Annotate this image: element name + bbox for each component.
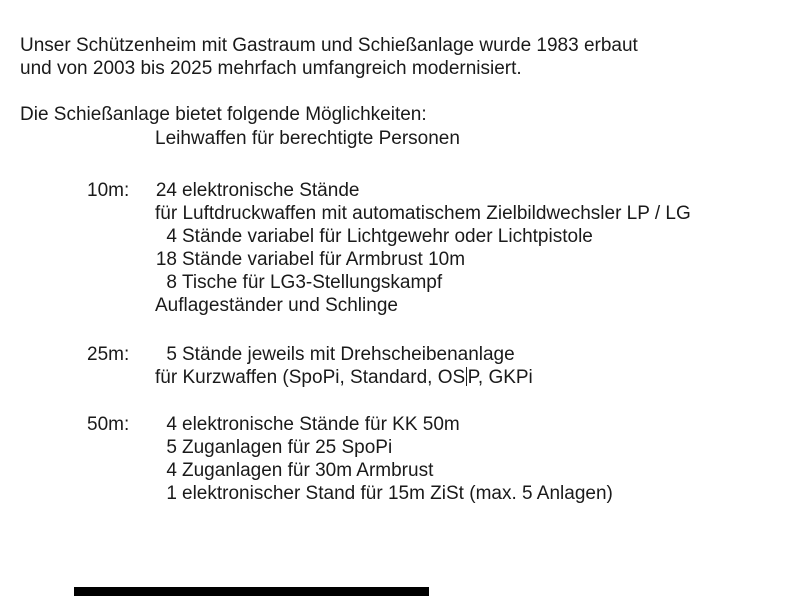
range-row <box>87 459 613 482</box>
range-description: elektronische Stände für KK 50m <box>182 414 460 435</box>
range-description: Auflageständer und Schlinge <box>155 295 398 316</box>
range-description <box>155 366 533 389</box>
range-description: elektronischer Stand für 15m ZiSt (max. 5 Anlagen) <box>182 483 613 504</box>
loan-weapons-line: Leihwaffen für berechtigte Personen <box>155 128 460 149</box>
count-value: 18 <box>155 249 177 270</box>
range-row <box>87 202 691 225</box>
range-description: Zuganlagen für 30m Armbrust <box>182 460 434 481</box>
label-spacer <box>87 436 155 459</box>
count-value: 5 <box>166 437 177 458</box>
text-before-cursor: für Kurzwaffen (SpoPi, Standard, OS <box>155 367 466 388</box>
intro-line-2: und von 2003 bis 2025 mehrfach umfangreich modernisiert. <box>20 58 522 79</box>
count-value: 5 <box>166 344 177 365</box>
range-description: Stände jeweils mit Drehscheibenanlage <box>182 344 515 365</box>
distance-label-25m: 25m: <box>87 344 130 365</box>
facilities-heading: Die Schießanlage bietet folgende Möglichkeiten: <box>20 104 427 125</box>
count-value: 24 <box>155 180 177 201</box>
count-value: 4 <box>166 460 177 481</box>
intro-paragraph <box>20 34 638 80</box>
range-row <box>87 225 691 248</box>
range-description: elektronische Stände <box>182 180 360 201</box>
range-row <box>87 436 613 459</box>
label-spacer <box>87 459 155 482</box>
section-25m <box>87 343 533 389</box>
section-10m <box>87 179 691 317</box>
count-value: 1 <box>166 483 177 504</box>
bottom-black-bar <box>74 587 429 596</box>
count-value: 4 <box>166 414 177 435</box>
count-value: 4 <box>166 226 177 247</box>
range-description: für Luftdruckwaffen mit automatischem Zielbildwechsler LP / LG <box>155 203 691 224</box>
section-50m <box>87 413 613 505</box>
range-row <box>87 248 691 271</box>
range-row <box>87 271 691 294</box>
distance-label-10m: 10m: <box>87 180 130 201</box>
range-description: Zuganlagen für 25 SpoPi <box>182 437 393 458</box>
label-spacer <box>87 482 155 505</box>
range-row <box>87 413 613 436</box>
label-spacer <box>87 271 155 294</box>
text-after-cursor: P, GKPi <box>467 367 533 388</box>
range-description: Stände variabel für Armbrust 10m <box>182 249 466 270</box>
label-spacer <box>87 202 155 225</box>
label-spacer <box>87 248 155 271</box>
range-row <box>87 366 533 389</box>
range-row <box>87 294 691 317</box>
intro-line-1: Unser Schützenheim mit Gastraum und Schießanlage wurde 1983 erbaut <box>20 35 638 56</box>
range-row <box>87 179 691 202</box>
label-spacer <box>87 294 155 317</box>
label-spacer <box>87 225 155 248</box>
range-description: Tische für LG3-Stellungskampf <box>182 272 443 293</box>
distance-label-50m: 50m: <box>87 414 130 435</box>
range-description: Stände variabel für Lichtgewehr oder Lichtpistole <box>182 226 593 247</box>
range-row <box>87 482 613 505</box>
count-value: 8 <box>166 272 177 293</box>
range-row <box>87 343 533 366</box>
label-spacer <box>87 366 155 389</box>
